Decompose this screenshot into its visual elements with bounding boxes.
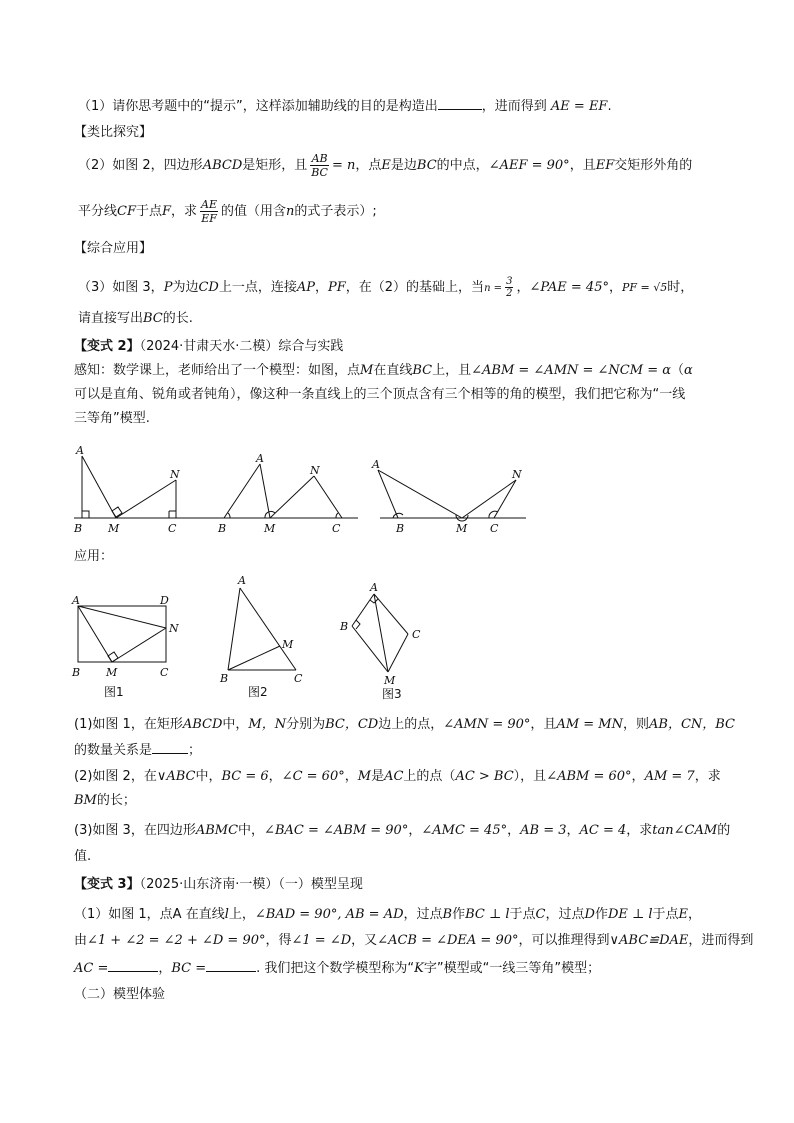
svg-text:M: M [106,666,118,679]
section-apply: 【综合应用】 [74,241,153,256]
v3-p3: AC = ，BC = . 我们把这个数学模型称为“K字”模型或“一线三等角”模型； [74,958,600,978]
svg-text:C: C [332,522,341,535]
svg-text:N: N [170,468,180,481]
variant2-title: 【变式 2】（2024·甘肃天水·二模）综合与实践 [74,339,344,354]
svg-text:C: C [412,628,421,641]
svg-text:A: A [238,574,246,587]
svg-text:N: N [310,464,320,477]
v2-q1-line-2: 的数量关系是 ； [74,740,201,760]
svg-text:C: C [294,672,303,685]
answer-blank-bc[interactable] [206,958,256,972]
model-diagrams [70,442,540,537]
variant3-title: 【变式 3】（2025·山东济南·一模）（一）模型呈现 [74,877,363,892]
q3-line-2: 请直接写出BC的长. [78,311,193,326]
svg-text:图1: 图1 [104,685,124,699]
variant2-p1: 感知：数学课上，老师给出了一个模型：如图，点M在直线BC上，且∠ABM = ∠AMN = ∠NCM = α（α [74,363,693,378]
v3-p4: （二）模型体验 [74,987,166,1002]
svg-text:A: A [372,458,380,471]
svg-text:M: M [456,522,468,535]
svg-text:N: N [169,622,179,635]
variant2-p2: 可以是直角、锐角或者钝角），像这种一条直线上的三个顶点含有三个相等的角的模型，我们把它称为“一线 [74,387,686,402]
svg-text:B: B [72,666,81,679]
svg-text:M: M [108,522,120,535]
v2-q3-line-1: (3)如图 3，在四边形ABMC中，∠BAC = ∠ABM = 90°，∠AMC = 45°，AB = 3，AC = 4，求tan∠CAM的 [74,823,731,838]
v2-q2-line-2: BM的长； [74,793,136,808]
v3-p1: （1）如图 1，点A 在直线l上，∠BAD = 90°, AB = AD，过点B作BC ⊥ l于点C，过点D作DE ⊥ l于点E， [74,907,702,922]
svg-text:A: A [72,594,80,607]
svg-text:B: B [74,522,83,535]
svg-text:N: N [512,468,522,481]
section-analogy: 【类比探究】 [74,125,153,140]
apply-label: 应用： [74,549,114,564]
answer-blank-ac[interactable] [108,958,158,972]
svg-text:图2: 图2 [248,685,268,699]
model-diagram-acute [216,452,358,535]
v2-q3-line-2: 值. [74,849,92,864]
figure-1 [71,594,179,699]
model-diagram-right [73,444,262,535]
svg-text:图3: 图3 [382,687,402,701]
svg-text:M: M [282,638,294,651]
answer-blank[interactable] [152,740,188,754]
q2-line-2: 平分线CF于点F，求 $\frac{AE}{EF}$ 的值（用含n的式子表示）; [78,198,377,225]
model-diagram-obtuse [371,458,526,535]
q3-line-1: （3）如图 3，P为边CD上一点，连接AP，PF，在（2）的基础上，当n = $\frac{3}{2}$ ，∠PAE = 45°，PF = √5时， [78,276,694,299]
svg-text:B: B [396,522,405,535]
figure-3 [339,581,421,701]
svg-text:B: B [220,672,229,685]
application-figures [68,572,448,702]
svg-text:D: D [160,594,169,607]
q2-line-1: （2）如图 2，四边形ABCD是矩形，且 $\frac{AB}{BC}$ = n，点E是边BC的中点，∠AEF = 90°，且EF交矩形外角的 [78,152,693,179]
q1-line: （1）请你思考题中的“提示”，这样添加辅助线的目的是构造出 ，进而得到 AE = EF. [78,96,612,116]
answer-blank[interactable] [438,96,482,110]
v2-q1-line-1: (1)如图 1，在矩形ABCD中，M，N分别为BC，CD边上的点，∠AMN = 90°，且AM = MN，则AB，CN，BC [74,717,736,732]
svg-text:C: C [490,522,499,535]
svg-text:B: B [218,522,227,535]
svg-text:M: M [264,522,276,535]
svg-text:B: B [340,620,349,633]
svg-text:A: A [370,581,378,594]
variant2-p3: 三等角”模型. [74,411,150,426]
v3-p2: 由∠1 + ∠2 = ∠2 + ∠D = 90°，得∠1 = ∠D，又∠ACB = ∠DEA = 90°，可以推理得到∨ABC≌DAE，进而得到 [74,933,754,948]
svg-text:C: C [168,522,177,535]
svg-text:A: A [76,444,84,457]
v2-q2-line-1: (2)如图 2，在∨ABC中，BC = 6，∠C = 60°，M是AC上的点（AC > BC），且∠ABM = 60°，AM = 7，求 [74,769,721,784]
svg-text:M: M [384,674,396,687]
figure-2 [219,574,303,699]
svg-text:C: C [160,666,169,679]
svg-text:A: A [256,452,264,465]
